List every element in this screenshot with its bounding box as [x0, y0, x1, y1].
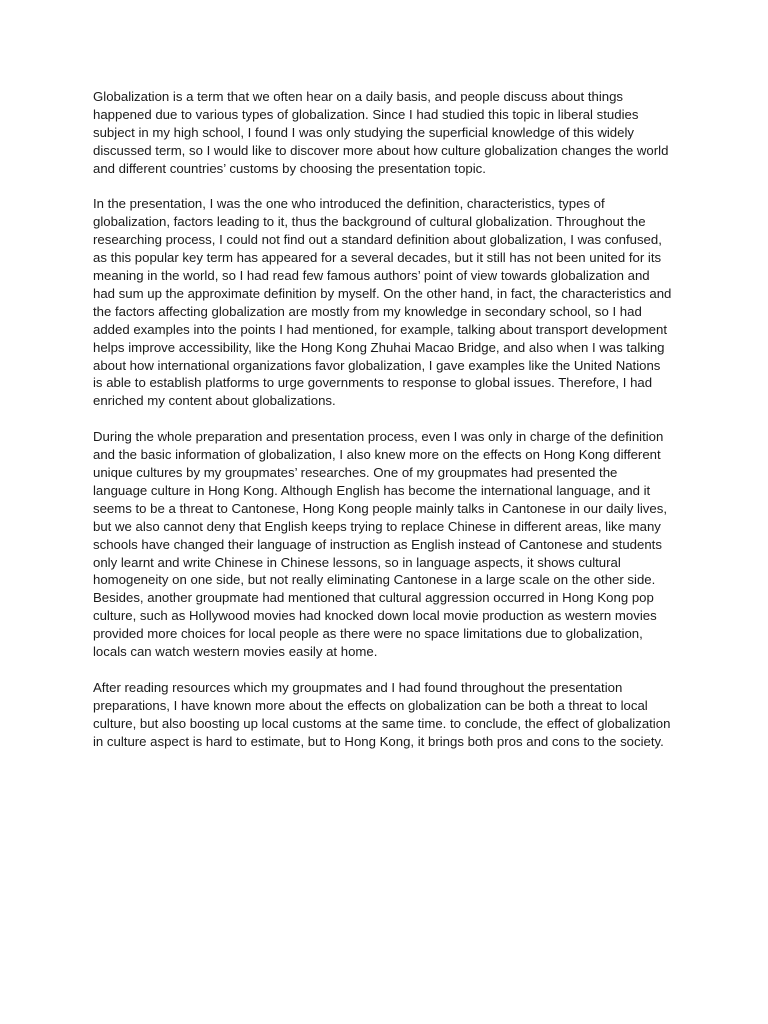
paragraph-introduction: Globalization is a term that we often hear on a daily basis, and people discuss about things happened due to various types of globalization. Since I had studied this topic in liberal studies subject in my high school, I found I was only studying the superficial knowledge of this widely discussed term, so I would like to discover more about how culture globalization changes the world and different countries’ customs by choosing the presentation topic.: [93, 89, 669, 176]
document-body: [93, 88, 673, 750]
paragraph-presentation-role: In the presentation, I was the one who introduced the definition, characteristics, types of globalization, factors leading to it, thus the background of cultural globalization. Throughout the researching process, I could not find out a standard definition about globalization, I was confused, as this popular key term has appeared for a several decades, but it still has not been united for its meaning in the world, so I had read few famous authors’ point of view towards globalization and had sum up the approximate definition by myself. On the other hand, in fact, the characteristics and the factors affecting globalization are mostly from my knowledge in secondary school, so I had added examples into the points I had mentioned, for example, talking about transport development helps improve accessibility, like the Hong Kong Zhuhai Macao Bridge, and also when I was talking about how international organizations favor globalization, I gave examples like the United Nations is able to establish platforms to urge governments to response to global issues. Therefore, I had enriched my content about globalizations.: [93, 196, 672, 409]
paragraph-conclusion: After reading resources which my groupmates and I had found throughout the presentation preparations, I have known more about the effects on globalization can be both a threat to local culture, but also boosting up local customs at the same time. to conclude, the effect of globalization in culture aspect is hard to estimate, but to Hong Kong, it brings both pros and cons to the society.: [93, 679, 671, 749]
paragraph-groupmates-research: During the whole preparation and presentation process, even I was only in charge of the definition and the basic information of globalization, I also knew more on the effects on Hong Kong different unique cultures by my groupmates’ researches. One of my groupmates had presented the language culture in Hong Kong. Although English has become the international language, and it seems to be a threat to Cantonese, Hong Kong people mainly talks in Cantonese in our daily lives, but we also cannot deny that English keeps trying to replace Chinese in different areas, like many schools have changed their language of instruction as English instead of Cantonese and students only learnt and write Chinese in Chinese lessons, so in language aspects, it shows cultural homogeneity on one side, but not really eliminating Cantonese in a large scale on the other side. Besides, another groupmate had mentioned that cultural aggression occurred in Hong Kong pop culture, such as Hollywood movies had knocked down local movie production as western movies provided more choices for local people as there were no space limitations due to globalization, locals can watch western movies easily at home.: [93, 429, 667, 660]
